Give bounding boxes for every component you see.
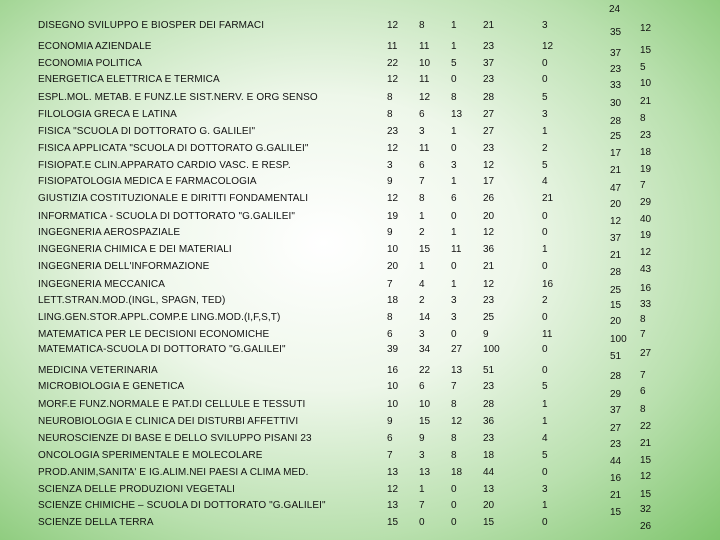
value-col-3: 0 [451, 484, 457, 495]
value-col-total: 51 [483, 365, 495, 376]
value-col-1: 7 [387, 450, 393, 461]
value-col-7: 27 [640, 348, 652, 359]
row-name: INFORMATICA - SCUOLA DI DOTTORATO "G.GALILEI" [38, 211, 296, 222]
value-col-2: 11 [419, 143, 430, 154]
value-col-6: 35 [610, 27, 622, 38]
value-col-2: 1 [419, 261, 425, 272]
value-col-2: 22 [419, 365, 431, 376]
value-col-3: 1 [451, 20, 457, 31]
value-col-2: 2 [419, 295, 425, 306]
value-col-total: 23 [483, 381, 495, 392]
value-col-5: 12 [542, 41, 554, 52]
value-col-6: 15 [610, 300, 622, 311]
value-col-2: 3 [419, 329, 425, 340]
value-col-total: 20 [483, 211, 495, 222]
value-col-2: 34 [419, 344, 431, 355]
value-col-total: 44 [483, 467, 495, 478]
value-col-2: 3 [419, 450, 425, 461]
value-col-total: 28 [483, 92, 495, 103]
value-col-7: 19 [640, 230, 652, 241]
value-col-5: 1 [542, 244, 548, 255]
row-name: MATEMATICA PER LE DECISIONI ECONOMICHE [38, 329, 270, 340]
value-col-total: 20 [483, 500, 495, 511]
row-name: ONCOLOGIA SPERIMENTALE E MOLECOLARE [38, 450, 263, 461]
value-col-5: 16 [542, 279, 554, 290]
row-name: DISEGNO SVILUPPO E BIOSPER DEI FARMACI [38, 20, 265, 31]
value-col-3: 11 [451, 244, 462, 255]
value-col-total: 23 [483, 295, 495, 306]
row-name: INGEGNERIA DELL'INFORMAZIONE [38, 261, 210, 272]
row-name: SCIENZA DELLE PRODUZIONI VEGETALI [38, 484, 236, 495]
value-col-2: 13 [419, 467, 431, 478]
value-col-5: 2 [542, 143, 548, 154]
value-col-5: 1 [542, 416, 548, 427]
value-col-6: 21 [610, 165, 622, 176]
value-col-total: 13 [483, 484, 495, 495]
value-col-6: 21 [610, 490, 622, 501]
value-col-2: 7 [419, 500, 425, 511]
value-col-1: 16 [387, 365, 399, 376]
value-col-5: 5 [542, 92, 548, 103]
value-col-6: 20 [610, 316, 622, 327]
value-col-1: 6 [387, 329, 393, 340]
value-col-2: 4 [419, 279, 425, 290]
value-col-5: 3 [542, 20, 548, 31]
value-col-2: 9 [419, 433, 425, 444]
value-col-3: 12 [451, 416, 463, 427]
table-row [0, 516, 720, 530]
value-col-7: 26 [640, 521, 652, 532]
value-col-total: 23 [483, 41, 495, 52]
value-col-1: 22 [387, 58, 399, 69]
value-col-7: 7 [640, 370, 646, 381]
value-col-6: 33 [610, 80, 622, 91]
value-col-1: 15 [387, 517, 399, 528]
row-name: ECONOMIA AZIENDALE [38, 41, 152, 52]
value-col-7: 32 [640, 504, 652, 515]
value-col-6: 28 [610, 267, 622, 278]
row-name: INGEGNERIA AEROSPAZIALE [38, 227, 181, 238]
value-col-3: 5 [451, 58, 457, 69]
value-col-total: 36 [483, 244, 495, 255]
value-col-1: 9 [387, 176, 393, 187]
value-col-total: 23 [483, 143, 495, 154]
value-col-6: 100 [610, 334, 627, 345]
value-col-total: 17 [483, 176, 495, 187]
row-name: LING.GEN.STOR.APPL.COMP.E LING.MOD.(I,F,S,T) [38, 312, 281, 323]
value-col-5: 1 [542, 399, 548, 410]
value-col-6: 37 [610, 405, 622, 416]
value-col-7: 12 [640, 247, 652, 258]
value-col-5: 0 [542, 344, 548, 355]
value-col-6: 28 [610, 371, 622, 382]
row-name: FISIOPAT.E CLIN.APPARATO CARDIO VASC. E RESP. [38, 160, 291, 171]
value-col-1: 39 [387, 344, 399, 355]
value-col-2: 8 [419, 20, 425, 31]
value-col-3: 1 [451, 126, 457, 137]
value-col-6: 25 [610, 131, 622, 142]
header-top-value: 24 [609, 4, 621, 15]
value-col-6: 17 [610, 148, 622, 159]
row-name: FILOLOGIA GRECA E LATINA [38, 109, 177, 120]
value-col-total: 28 [483, 399, 495, 410]
row-name: ECONOMIA POLITICA [38, 58, 142, 69]
value-col-7: 15 [640, 489, 652, 500]
value-col-2: 6 [419, 381, 425, 392]
value-col-7: 33 [640, 299, 652, 310]
value-col-5: 5 [542, 160, 548, 171]
value-col-7: 5 [640, 62, 646, 73]
value-col-5: 0 [542, 517, 548, 528]
value-col-3: 13 [451, 365, 463, 376]
value-col-total: 15 [483, 517, 495, 528]
value-col-total: 12 [483, 160, 495, 171]
value-col-5: 2 [542, 295, 548, 306]
row-name: NEUROSCIENZE DI BASE E DELLO SVILUPPO PISANI 23 [38, 433, 312, 444]
value-col-1: 7 [387, 279, 393, 290]
value-col-1: 18 [387, 295, 399, 306]
value-col-total: 23 [483, 74, 495, 85]
value-col-7: 6 [640, 386, 646, 397]
value-col-total: 27 [483, 126, 495, 137]
value-col-2: 11 [419, 74, 430, 85]
value-col-1: 6 [387, 433, 393, 444]
row-name: SCIENZE CHIMICHE – SCUOLA DI DOTTORATO "G.GALILEI" [38, 500, 326, 511]
value-col-6: 21 [610, 250, 622, 261]
value-col-5: 0 [542, 365, 548, 376]
value-col-1: 9 [387, 227, 393, 238]
row-name: FISICA "SCUOLA DI DOTTORATO G. GALILEI" [38, 126, 256, 137]
value-col-total: 12 [483, 279, 495, 290]
value-col-1: 12 [387, 74, 399, 85]
value-col-3: 6 [451, 193, 457, 204]
value-col-1: 9 [387, 416, 393, 427]
value-col-3: 13 [451, 109, 463, 120]
value-col-3: 1 [451, 227, 457, 238]
value-col-5: 0 [542, 261, 548, 272]
row-name: SCIENZE DELLA TERRA [38, 517, 154, 528]
value-col-6: 23 [610, 64, 622, 75]
value-col-3: 1 [451, 279, 457, 290]
value-col-1: 19 [387, 211, 399, 222]
value-col-2: 8 [419, 193, 425, 204]
value-col-total: 37 [483, 58, 495, 69]
value-col-5: 0 [542, 58, 548, 69]
value-col-2: 10 [419, 399, 431, 410]
value-col-total: 21 [483, 261, 495, 272]
value-col-1: 11 [387, 41, 398, 52]
value-col-1: 13 [387, 467, 399, 478]
value-col-7: 21 [640, 438, 652, 449]
value-col-2: 7 [419, 176, 425, 187]
value-col-5: 21 [542, 193, 554, 204]
value-col-2: 11 [419, 41, 430, 52]
value-col-7: 18 [640, 147, 652, 158]
value-col-6: 44 [610, 456, 622, 467]
value-col-6: 15 [610, 507, 622, 518]
value-col-6: 27 [610, 423, 622, 434]
value-col-5: 0 [542, 467, 548, 478]
value-col-5: 3 [542, 109, 548, 120]
value-col-6: 37 [610, 233, 622, 244]
value-col-5: 1 [542, 500, 548, 511]
value-col-7: 8 [640, 314, 646, 325]
value-col-6: 25 [610, 285, 622, 296]
value-col-3: 8 [451, 399, 457, 410]
value-col-2: 3 [419, 126, 425, 137]
value-col-7: 7 [640, 329, 646, 340]
value-col-3: 3 [451, 312, 457, 323]
value-col-3: 3 [451, 160, 457, 171]
value-col-total: 12 [483, 227, 495, 238]
value-col-7: 43 [640, 264, 652, 275]
value-col-7: 10 [640, 78, 652, 89]
value-col-6: 37 [610, 48, 622, 59]
value-col-1: 12 [387, 20, 399, 31]
value-col-2: 1 [419, 484, 425, 495]
row-name: MEDICINA VETERINARIA [38, 365, 158, 376]
value-col-2: 10 [419, 58, 431, 69]
value-col-1: 20 [387, 261, 399, 272]
row-name: GIUSTIZIA COSTITUZIONALE E DIRITTI FONDAMENTALI [38, 193, 309, 204]
value-col-2: 1 [419, 211, 425, 222]
value-col-5: 1 [542, 126, 548, 137]
value-col-7: 7 [640, 180, 646, 191]
value-col-3: 1 [451, 41, 457, 52]
value-col-1: 23 [387, 126, 399, 137]
value-col-3: 8 [451, 92, 457, 103]
value-col-2: 6 [419, 109, 425, 120]
value-col-2: 12 [419, 92, 431, 103]
value-col-5: 5 [542, 381, 548, 392]
value-col-total: 23 [483, 433, 495, 444]
value-col-7: 12 [640, 23, 652, 34]
value-col-3: 0 [451, 211, 457, 222]
value-col-1: 12 [387, 193, 399, 204]
value-col-5: 0 [542, 74, 548, 85]
value-col-1: 8 [387, 92, 393, 103]
value-col-7: 8 [640, 404, 646, 415]
value-col-1: 10 [387, 399, 399, 410]
row-name: NEUROBIOLOGIA E CLINICA DEI DISTURBI AFFETTIVI [38, 416, 299, 427]
value-col-7: 8 [640, 113, 646, 124]
value-col-6: 23 [610, 439, 622, 450]
value-col-5: 3 [542, 484, 548, 495]
value-col-3: 3 [451, 295, 457, 306]
value-col-5: 0 [542, 211, 548, 222]
value-col-2: 0 [419, 517, 425, 528]
value-col-2: 2 [419, 227, 425, 238]
value-col-1: 10 [387, 244, 399, 255]
value-col-1: 8 [387, 312, 393, 323]
value-col-total: 100 [483, 344, 500, 355]
value-col-7: 29 [640, 197, 652, 208]
value-col-total: 36 [483, 416, 495, 427]
value-col-3: 0 [451, 500, 457, 511]
value-col-6: 30 [610, 98, 622, 109]
row-name: FISIOPATOLOGIA MEDICA E FARMACOLOGIA [38, 176, 257, 187]
value-col-5: 0 [542, 312, 548, 323]
value-col-total: 9 [483, 329, 489, 340]
value-col-7: 12 [640, 471, 652, 482]
row-name: MATEMATICA-SCUOLA DI DOTTORATO "G.GALILEI" [38, 344, 286, 355]
value-col-5: 4 [542, 176, 548, 187]
value-col-6: 12 [610, 216, 622, 227]
value-col-6: 47 [610, 183, 622, 194]
value-col-5: 5 [542, 450, 548, 461]
value-col-1: 12 [387, 143, 399, 154]
row-name: LETT.STRAN.MOD.(INGL, SPAGN, TED) [38, 295, 226, 306]
value-col-5: 4 [542, 433, 548, 444]
value-col-3: 8 [451, 450, 457, 461]
value-col-2: 6 [419, 160, 425, 171]
value-col-6: 51 [610, 351, 622, 362]
value-col-6: 29 [610, 389, 622, 400]
value-col-6: 20 [610, 199, 622, 210]
value-col-7: 40 [640, 214, 652, 225]
value-col-3: 0 [451, 517, 457, 528]
value-col-3: 1 [451, 176, 457, 187]
row-name: INGEGNERIA MECCANICA [38, 279, 166, 290]
value-col-7: 15 [640, 45, 652, 56]
value-col-1: 8 [387, 109, 393, 120]
value-col-6: 28 [610, 116, 622, 127]
row-name: INGEGNERIA CHIMICA E DEI MATERIALI [38, 244, 232, 255]
value-col-1: 3 [387, 160, 393, 171]
value-col-7: 16 [640, 283, 652, 294]
row-name: ESPL.MOL. METAB. E FUNZ.LE SIST.NERV. E ORG SENSO [38, 92, 318, 103]
value-col-total: 25 [483, 312, 495, 323]
value-col-5: 11 [542, 329, 553, 340]
value-col-3: 7 [451, 381, 457, 392]
row-name: MORF.E FUNZ.NORMALE E PAT.DI CELLULE E TESSUTI [38, 399, 306, 410]
value-col-7: 19 [640, 164, 652, 175]
value-col-3: 0 [451, 261, 457, 272]
value-col-6: 16 [610, 473, 622, 484]
value-col-3: 27 [451, 344, 463, 355]
value-col-2: 14 [419, 312, 431, 323]
value-col-5: 0 [542, 227, 548, 238]
value-col-7: 21 [640, 96, 652, 107]
row-name: ENERGETICA ELETTRICA E TERMICA [38, 74, 220, 85]
value-col-7: 15 [640, 455, 652, 466]
value-col-7: 23 [640, 130, 652, 141]
row-name: PROD.ANIM,SANITA' E IG.ALIM.NEI PAESI A CLIMA MED. [38, 467, 309, 478]
value-col-1: 10 [387, 381, 399, 392]
value-col-1: 13 [387, 500, 399, 511]
row-name: MICROBIOLOGIA E GENETICA [38, 381, 185, 392]
row-name: FISICA APPLICATA "SCUOLA DI DOTTORATO G.GALILEI" [38, 143, 309, 154]
value-col-total: 21 [483, 20, 495, 31]
value-col-3: 0 [451, 329, 457, 340]
value-col-2: 15 [419, 416, 431, 427]
value-col-3: 18 [451, 467, 463, 478]
value-col-total: 18 [483, 450, 495, 461]
value-col-1: 12 [387, 484, 399, 495]
value-col-3: 8 [451, 433, 457, 444]
value-col-2: 15 [419, 244, 431, 255]
value-col-7: 22 [640, 421, 652, 432]
value-col-3: 0 [451, 74, 457, 85]
value-col-3: 0 [451, 143, 457, 154]
value-col-total: 27 [483, 109, 495, 120]
value-col-total: 26 [483, 193, 495, 204]
